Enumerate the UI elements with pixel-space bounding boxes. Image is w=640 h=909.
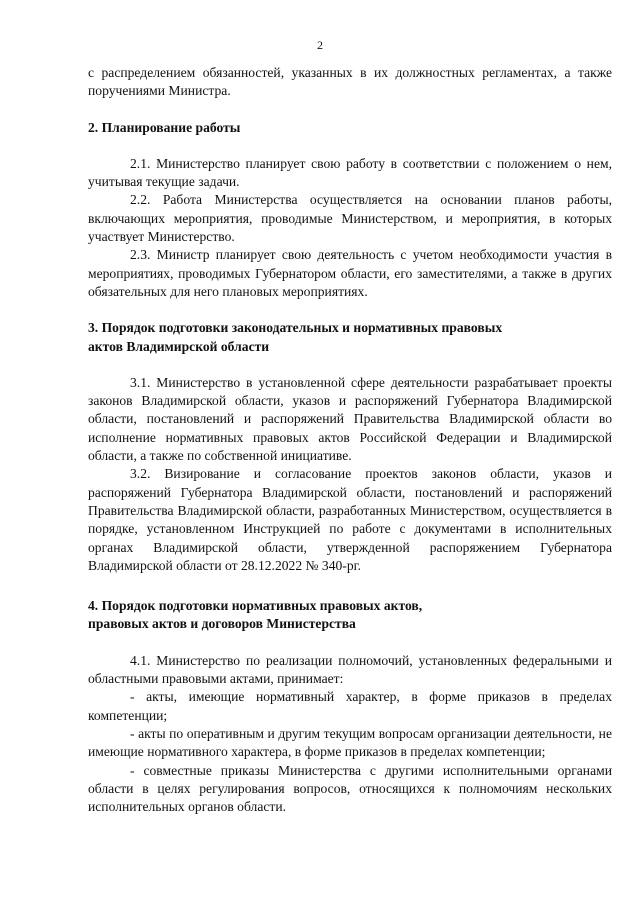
paragraph-4-1: 4.1. Министерство по реализации полномочий, установленных федеральными и областными правовыми актами, принимает: [88,652,612,687]
paragraph-2-2: 2.2. Работа Министерства осуществляется на основании планов работы, включающих мероприятия, проводимые Министерством, и мероприятия, в которых участвует Министерство. [88,192,612,245]
paragraph-3-1: 3.1. Министерство в установленной сфере деятельности разрабатывает проекты законов Владимирской области, указов и распоряжений Губернатора Владимирской области, постановлений и распоряжений Правительства Владимирской области во исполнение нормативных правовых актов Российской Федерации и Владимирской области, а также по собственной инициативе. [88,374,612,464]
section-3-heading-line2: актов Владимирской области [88,338,270,354]
list-item-joint-orders: - совместные приказы Министерства с другими исполнительными органами области в целях регулирования вопросов, относящихся к полномочиям нескольких исполнительных органов области. [88,762,612,815]
paragraph-3-2: 3.2. Визирование и согласование проектов законов области, указов и распоряжений Губернатора Владимирской области, постановлений и распоряжений Правительства Владимирской области, разработанных Министерством, осуществляется в порядке, установленном Инструкцией по работе с документами в исполнительных органах Владимирской области, утвержденной распоряжением Губернатора Владимирской области от 28.12.2022 № 340-рг. [88,466,612,573]
section-4-heading-line2: правовых актов и договоров Министерства [88,616,356,632]
paragraph-2-3: 2.3. Министр планирует свою деятельность с учетом необходимости участия в мероприятиях, проводимых Губернатором области, его заместителями, а также в других обязательных для него плановых мероприятиях. [88,247,612,299]
section-2-heading: 2. Планирование работы [88,119,241,135]
list-item-operational-acts: - акты по оперативным и другим текущим вопросам организации деятельности, не имеющие нормативного характера, в форме приказов в пределах компетенции; [88,725,612,760]
section-4-heading-line1: 4. Порядок подготовки нормативных правовых актов, [88,598,423,614]
paragraph-2-1: 2.1. Министерство планирует свою работу в соответствии с положением о нем, учитывая текущие задачи. [88,155,612,190]
document-body [88,64,612,816]
list-item-normative-acts: - акты, имеющие нормативный характер, в форме приказов в пределах компетенции; [88,689,612,723]
page-number: 2 [317,38,323,52]
intro-paragraph: с распределением обязанностей, указанных в их должностных регламентах, а также поручениями Министра. [88,65,612,99]
section-3-heading-line1: 3. Порядок подготовки законодательных и нормативных правовых [88,320,503,336]
